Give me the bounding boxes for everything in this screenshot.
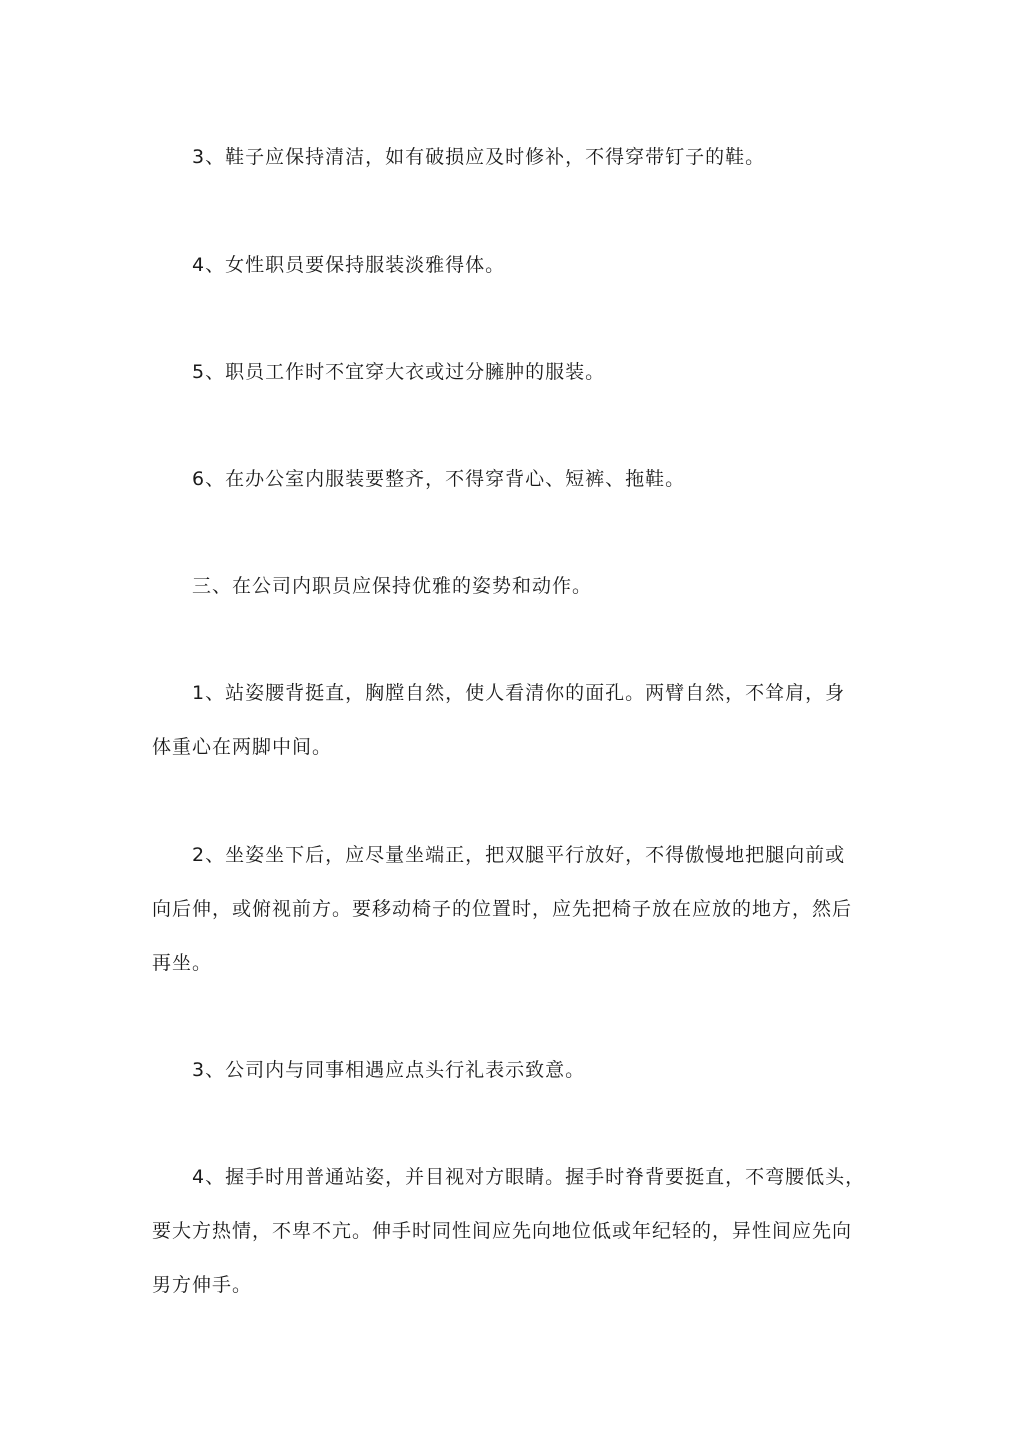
paragraph-line: 体重心在两脚中间。 — [152, 736, 333, 758]
section-heading-posture — [152, 559, 842, 613]
paragraph-female-attire — [152, 238, 842, 292]
paragraph-line: 男方伸手。 — [152, 1274, 253, 1296]
paragraph-greeting — [152, 1043, 842, 1097]
paragraph-line: 6、在办公室内服装要整齐，不得穿背心、短裤、拖鞋。 — [192, 468, 686, 490]
paragraph-office-dress — [152, 452, 842, 506]
paragraph-line: 3、公司内与同事相遇应点头行礼表示致意。 — [192, 1059, 586, 1081]
paragraph-handshake — [152, 1150, 866, 1312]
paragraph-line: 4、女性职员要保持服装淡雅得体。 — [192, 254, 506, 276]
paragraph-line: 再坐。 — [152, 952, 213, 974]
paragraph-shoes — [152, 130, 842, 184]
paragraph-line: 要大方热情，不卑不亢。伸手时同性间应先向地位低或年纪轻的，异性间应先向 — [152, 1220, 853, 1242]
paragraph-no-coat — [152, 345, 842, 399]
paragraph-line: 5、职员工作时不宜穿大衣或过分臃肿的服装。 — [192, 361, 606, 383]
paragraph-line: 4、握手时用普通站姿，并目视对方眼睛。握手时脊背要挺直，不弯腰低头， — [192, 1166, 866, 1188]
paragraph-line: 1、站姿腰背挺直，胸膛自然，使人看清你的面孔。两臂自然，不耸肩，身 — [192, 682, 846, 704]
paragraph-standing — [152, 666, 846, 774]
paragraph-line: 向后伸，或俯视前方。要移动椅子的位置时，应先把椅子放在应放的地方，然后 — [152, 898, 853, 920]
paragraph-line: 3、鞋子应保持清洁，如有破损应及时修补，不得穿带钉子的鞋。 — [192, 146, 766, 168]
paragraph-line: 2、坐姿坐下后，应尽量坐端正，把双腿平行放好，不得傲慢地把腿向前或 — [192, 844, 846, 866]
paragraph-sitting — [152, 828, 853, 990]
paragraph-line: 三、在公司内职员应保持优雅的姿势和动作。 — [192, 575, 593, 597]
